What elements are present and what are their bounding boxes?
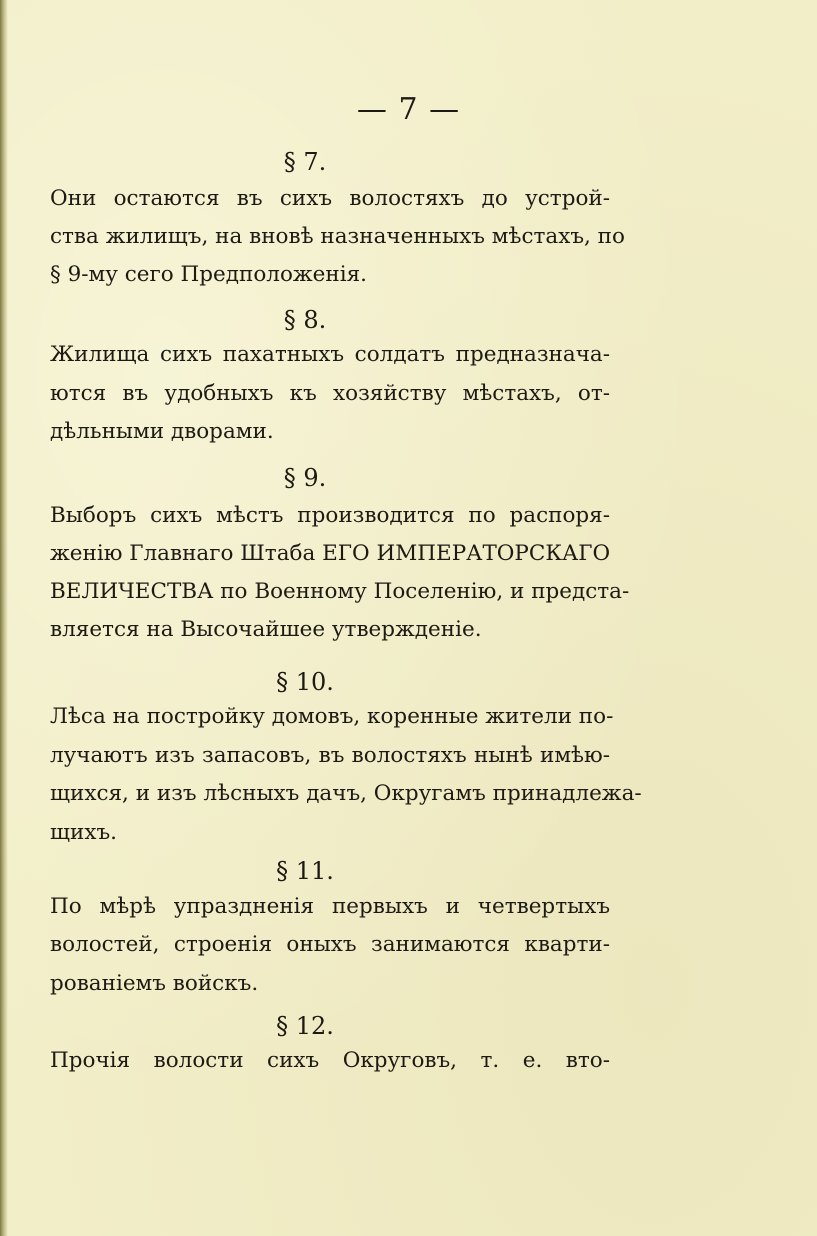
text-line: дѣльными дворами. — [50, 419, 274, 444]
text-line: Жилища сихъ пахатныхъ солдатъ предназнача- — [50, 342, 610, 367]
text-line: Они остаются въ сихъ волостяхъ до устрой- — [50, 186, 610, 211]
text-line: Выборъ сихъ мѣстъ производится по распоря- — [50, 503, 610, 528]
text-line: § 9-му сего Предположенія. — [50, 262, 367, 287]
section-mark-7: § 7. — [283, 148, 327, 176]
page-number: — 7 — — [356, 92, 461, 127]
page-edge-shadow — [0, 0, 8, 1236]
text-line: волостей, строенія оныхъ занимаются кварти- — [50, 932, 610, 957]
text-line: лучаютъ изъ запасовъ, въ волостяхъ нынѣ имѣю- — [50, 743, 610, 768]
text-line: ВЕЛИЧЕСТВА по Военному Поселенію, и предста- — [50, 579, 630, 604]
text-line: По мѣрѣ упраздненія первыхъ и четвертыхъ — [50, 894, 610, 919]
section-mark-12: § 12. — [276, 1012, 334, 1040]
text-line: щихся, и изъ лѣсныхъ дачъ, Округамъ принадлежа- — [50, 781, 642, 806]
section-mark-9: § 9. — [283, 464, 327, 492]
text-line: Лѣса на постройку домовъ, коренные жители по- — [50, 704, 614, 729]
section-mark-10: § 10. — [276, 668, 334, 696]
section-mark-11: § 11. — [276, 857, 334, 885]
text-line: женію Главнаго Штаба ЕГО ИМПЕРАТОРСКАГО — [50, 541, 611, 566]
text-line: Прочія волости сихъ Округовъ, т. е. вто- — [50, 1048, 610, 1073]
text-line: щихъ. — [50, 820, 117, 845]
section-mark-8: § 8. — [283, 306, 327, 334]
text-line: ются въ удобныхъ къ хозяйству мѣстахъ, от- — [50, 381, 610, 406]
text-line: вляется на Высочайшее утвержденіе. — [50, 617, 482, 642]
text-line: ства жилищъ, на вновѣ назначенныхъ мѣстахъ, по — [50, 224, 625, 249]
text-line: рованіемъ войскъ. — [50, 971, 259, 996]
